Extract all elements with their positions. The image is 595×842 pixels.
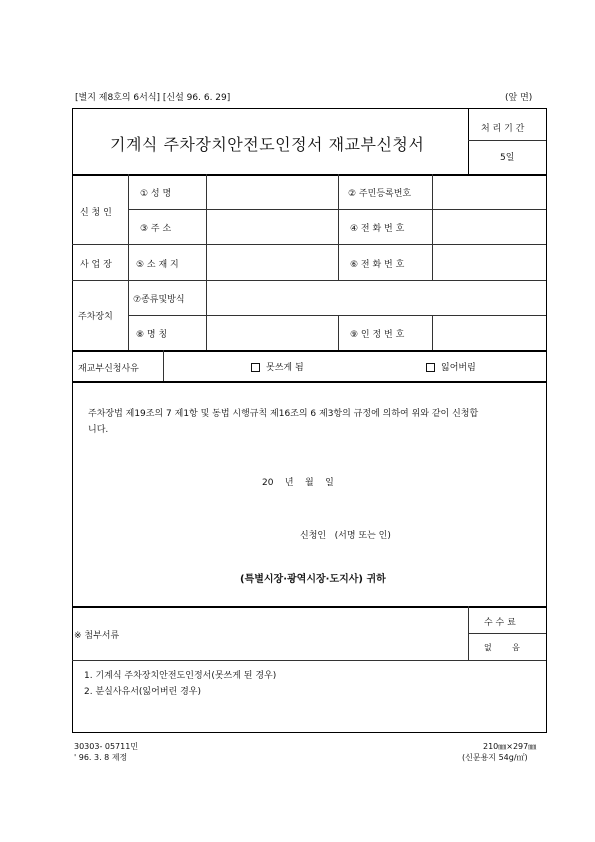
type-method-field[interactable] bbox=[207, 281, 545, 314]
reason-option-damaged-label: 못쓰게 됨 bbox=[266, 363, 304, 373]
fee-label: 수 수 료 bbox=[484, 618, 516, 628]
attachment-item-1: 1. 기계식 주차장치안전도인정서(못쓰게 된 경우) bbox=[84, 671, 277, 681]
statement-line-2: 니다. bbox=[88, 425, 109, 435]
reason-option-lost-label: 잃어버림 bbox=[441, 363, 476, 373]
name-label: ① 성 명 bbox=[140, 189, 172, 199]
checkbox-icon[interactable] bbox=[426, 363, 435, 372]
enactment-date: ' 96. 3. 8 제정 bbox=[74, 753, 128, 762]
parking-section: 주차장치 bbox=[78, 312, 113, 322]
address-label: ③ 주 소 bbox=[140, 224, 172, 234]
statement-line-1: 주차장법 제19조의 7 제1항 및 동법 시행규칙 제16조의 6 제3항의 규정에 의하여 위와 같이 신청합 bbox=[88, 409, 479, 419]
cert-number-field[interactable] bbox=[433, 316, 545, 349]
addressee: (특별시장·광역시장·도지사) 귀하 bbox=[240, 574, 386, 585]
address-field[interactable] bbox=[207, 210, 337, 243]
rrn-field[interactable] bbox=[433, 175, 545, 208]
type-method-label: ⑦종류및방식 bbox=[133, 295, 185, 305]
processing-period-label: 처 리 기 간 bbox=[481, 124, 525, 134]
signature-line: 신청인 (서명 또는 인) bbox=[300, 531, 391, 541]
name-field[interactable] bbox=[207, 175, 337, 208]
fee-value: 없 음 bbox=[484, 643, 520, 652]
reason-label: 재교부신청사유 bbox=[78, 364, 139, 374]
processing-period-value: 5일 bbox=[500, 153, 515, 163]
device-name-field[interactable] bbox=[207, 316, 337, 349]
paper-spec: (신문용지 54g/㎡) bbox=[462, 753, 528, 762]
business-phone-field[interactable] bbox=[433, 245, 545, 279]
business-section: 사 업 장 bbox=[80, 260, 112, 270]
attachments-label: ※ 첨부서류 bbox=[74, 631, 120, 641]
reason-option-lost[interactable] bbox=[426, 360, 476, 373]
rrn-label: ② 주민등록번호 bbox=[348, 189, 412, 199]
page-side: (앞 면) bbox=[505, 93, 533, 103]
date-line: 20 년 월 일 bbox=[262, 478, 334, 488]
checkbox-icon[interactable] bbox=[251, 363, 260, 372]
attachment-item-2: 2. 분실사유서(잃어버린 경우) bbox=[84, 687, 201, 697]
device-name-label: ⑧ 명 칭 bbox=[136, 330, 168, 340]
business-phone-label: ⑥ 전 화 번 호 bbox=[350, 260, 405, 270]
applicant-phone-field[interactable] bbox=[433, 210, 545, 243]
applicant-phone-label: ④ 전 화 번 호 bbox=[350, 224, 405, 234]
location-label: ⑤ 소 재 지 bbox=[136, 260, 179, 270]
form-reference: [별지 제8호의 6서식] [신설 96. 6. 29] bbox=[75, 93, 231, 103]
location-field[interactable] bbox=[207, 245, 337, 279]
reason-option-damaged[interactable] bbox=[251, 360, 304, 373]
form-code: 30303- 05711민 bbox=[74, 742, 139, 751]
paper-size: 210㎜×297㎜ bbox=[483, 742, 537, 751]
applicant-section: 신 청 인 bbox=[80, 208, 112, 218]
form-title: 기계식 주차장치안전도인정서 재교부신청서 bbox=[110, 135, 425, 154]
cert-number-label: ⑨ 인 정 번 호 bbox=[350, 330, 405, 340]
